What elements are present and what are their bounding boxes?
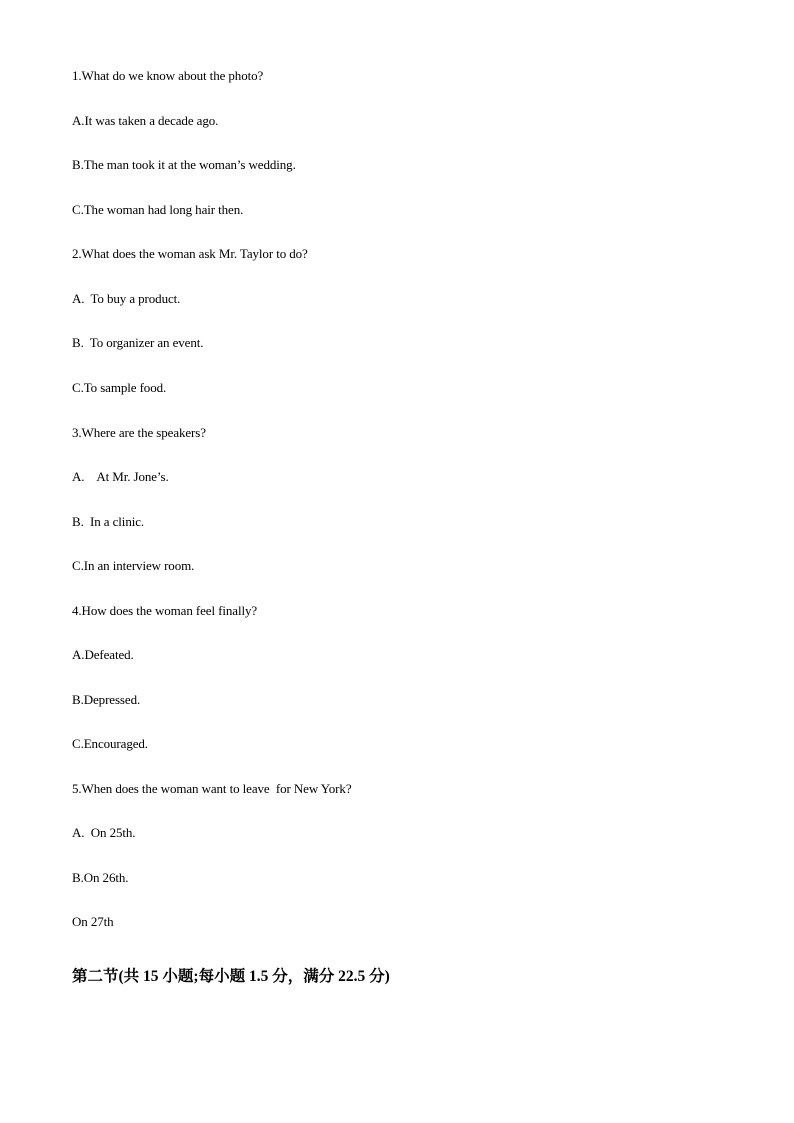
question-5-stem: 5.When does the woman want to leave for New York? (72, 781, 352, 796)
question-1-option-c: C.The woman had long hair then. (72, 202, 244, 217)
question-3-option-b: B. In a clinic. (72, 514, 145, 529)
question-2-stem: 2.What does the woman ask Mr. Taylor to do? (72, 246, 308, 261)
question-1-option-b: B.The man took it at the woman’s wedding. (72, 157, 296, 172)
question-1-stem: 1.What do we know about the photo? (72, 68, 264, 83)
question-4-option-a: A.Defeated. (72, 647, 134, 662)
question-5-option-a: A. On 25th. (72, 825, 136, 840)
question-4-option-c: C.Encouraged. (72, 736, 148, 751)
question-5-option-c: On 27th (72, 914, 114, 929)
question-4-stem: 4.How does the woman feel finally? (72, 603, 258, 618)
question-3-option-a: A. At Mr. Jone’s. (72, 469, 169, 484)
question-4-option-b: B.Depressed. (72, 692, 141, 707)
question-2-option-a: A. To buy a product. (72, 291, 181, 306)
question-3-option-c: C.In an interview room. (72, 558, 195, 573)
section-heading: 第二节(共 15 小题;每小题 1.5 分，满分 22.5 分) (72, 968, 390, 985)
question-1-option-a: A.It was taken a decade ago. (72, 113, 219, 128)
question-3-stem: 3.Where are the speakers? (72, 425, 206, 440)
question-2-option-b: B. To organizer an event. (72, 335, 204, 350)
question-2-option-c: C.To sample food. (72, 380, 167, 395)
question-5-option-b: B.On 26th. (72, 870, 129, 885)
